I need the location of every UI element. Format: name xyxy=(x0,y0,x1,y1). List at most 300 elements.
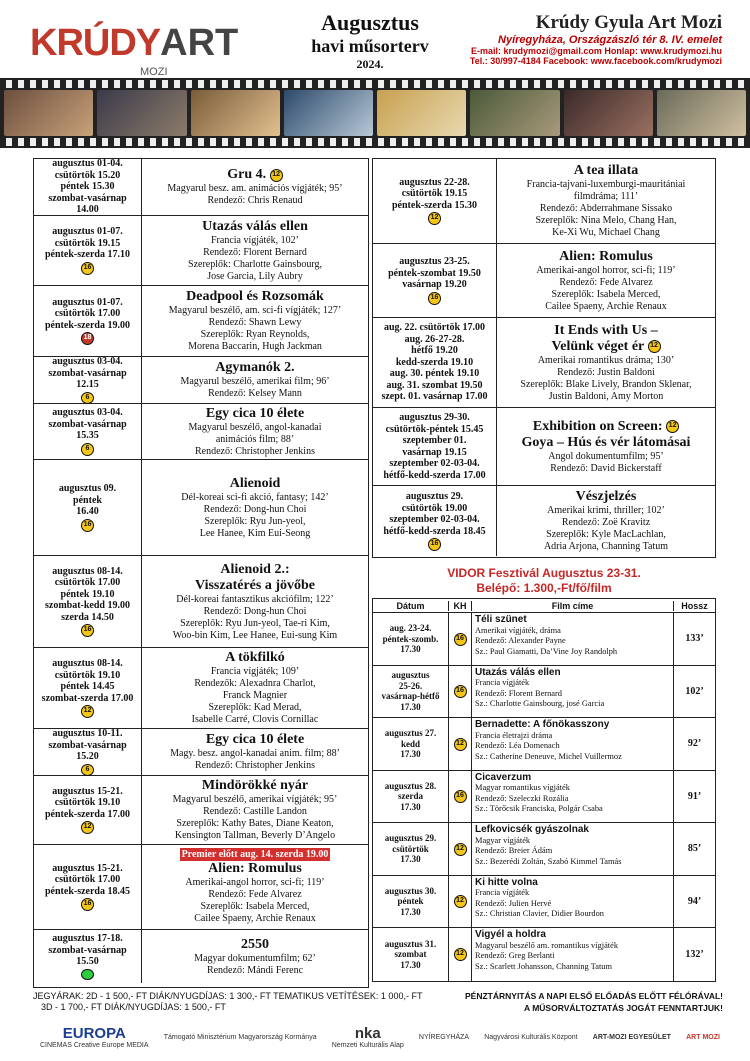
date-range: augusztus 01-07. xyxy=(52,226,123,238)
time-line: péntek-szerda 18.45 xyxy=(45,885,130,897)
film-length: 91’ xyxy=(687,790,702,802)
time-line: 15.50 xyxy=(76,956,99,967)
time-line: csütörtök-péntek 15.45 xyxy=(385,423,484,435)
film-title: Alien: Romulus xyxy=(559,248,653,264)
time-line: csütörtök 17.00 xyxy=(54,577,121,589)
film-detail: Jose Garcia, Lily Aubry xyxy=(207,270,303,282)
footer-note: A MŰSORVÁLTOZTATÁS JOGÁT FENNTARTJUK! xyxy=(524,1003,723,1013)
cinema-name: Krúdy Gyula Art Mozi xyxy=(535,12,722,33)
date-line: aug. 23-24. xyxy=(389,623,432,633)
film-still xyxy=(657,90,746,136)
film-title: It Ends with Us – xyxy=(554,322,658,338)
film-info xyxy=(142,930,368,983)
time-line: szombat-szerda 17.00 xyxy=(41,692,134,704)
date-line: 17.30 xyxy=(400,701,421,712)
film-detail: Rendező: Zoë Kravitz xyxy=(561,517,651,528)
festival-rating xyxy=(449,928,472,981)
film-detail: Rendező: Castille Landon xyxy=(203,806,307,817)
film-detail: Rendező: Christopher Jenkins xyxy=(195,760,315,771)
time-line: csütörtök 19.00 xyxy=(401,502,468,514)
film-detail: Amerikai vígjáték, dráma xyxy=(475,625,561,635)
time-line: péntek-szerda 19.00 xyxy=(45,319,130,331)
festival-date xyxy=(373,771,449,823)
festival-rating xyxy=(449,666,472,718)
film-still xyxy=(564,90,653,136)
film-detail: Sz.: Catherine Deneuve, Michel Vuillermoz xyxy=(475,751,622,761)
logo-text-art: ART xyxy=(160,22,239,64)
film-detail: Rendező: Mándi Ferenc xyxy=(206,964,304,976)
film-detail: Francia vígjáték, 102’ xyxy=(210,234,300,246)
date-range: augusztus 29. xyxy=(405,491,464,502)
cultural-center-logo: Nagyvárosi Kulturális Központ xyxy=(484,1033,578,1041)
festival-date xyxy=(373,666,449,718)
address: Nyíregyháza, Országzászló tér 8. IV. emelet xyxy=(498,34,722,46)
age-rating-badge: 12 xyxy=(81,705,94,718)
festival-row xyxy=(373,613,715,666)
film-title: Alienoid xyxy=(229,475,281,491)
time-line: szeptember 02-03-04. xyxy=(389,458,480,469)
film-detail: Szereplők: Kyle MacLachlan, xyxy=(546,529,666,540)
logo-text-krudy: KRÚDY xyxy=(30,22,161,64)
film-detail: Amerikai-angol horror, sci-fi; 119’ xyxy=(536,264,676,276)
time-line: vasárnap 19.20 xyxy=(402,279,467,291)
film-still xyxy=(4,90,93,136)
date-range: augusztus 09. xyxy=(58,483,117,495)
age-rating-badge: 6 xyxy=(81,392,94,404)
screening-times xyxy=(34,776,142,844)
program-row xyxy=(373,486,715,556)
age-rating-badge: 16 xyxy=(454,633,467,646)
film-info xyxy=(142,776,368,844)
film-detail: Sz.: Scarlett Johansson, Channing Tatum xyxy=(475,961,612,971)
screening-times xyxy=(34,845,142,929)
film-still xyxy=(470,90,559,136)
film-detail: Magyar vígjáték xyxy=(475,835,531,845)
film-info xyxy=(142,357,368,403)
film-title: Alienoid 2.: xyxy=(220,561,290,577)
premier-banner: Premier előtt aug. 14. szerda 19.00 xyxy=(181,849,329,860)
time-line: kedd-szerda 19.10 xyxy=(395,356,474,368)
film-detail: Sz.: Charlotte Gainsbourg, josé Garcia xyxy=(475,699,605,708)
film-detail: Szereplők: Nina Melo, Chang Han, xyxy=(535,215,677,226)
film-info xyxy=(497,408,715,485)
film-subtitle: Goya – Hús és vér látomásai xyxy=(521,434,691,450)
age-rating-badge: 12 xyxy=(454,895,467,908)
header-date: Dátum xyxy=(373,601,449,611)
film-detail: Rendezők: Alexadnra Charlot, xyxy=(194,678,316,689)
film-info xyxy=(142,404,368,459)
film-title: Téli szünet xyxy=(475,614,527,625)
europa-cinemas-logo: EUROPA CINEMAS Creative Europe MEDIA xyxy=(40,1025,149,1049)
festival-row xyxy=(373,823,715,876)
film-length: 94’ xyxy=(687,895,702,907)
film-detail: Rendező: Chris Renaud xyxy=(207,195,303,206)
film-detail: Kensington Tallman, Beverly D’Angelo xyxy=(174,830,336,841)
film-length: 102’ xyxy=(685,685,704,697)
film-detail: Amerikai-angol horror, sci-fi; 119’ xyxy=(185,877,325,888)
screening-times xyxy=(34,159,142,215)
film-detail: Rendező: Alexander Payne xyxy=(475,636,566,645)
age-rating-badge: 16 xyxy=(81,262,94,275)
festival-date xyxy=(373,928,449,981)
time-line: aug. 31. szombat 19.50 xyxy=(386,379,483,391)
festival-film xyxy=(472,876,674,928)
festival-rating xyxy=(449,876,472,928)
film-detail: Szereplők: Kathy Bates, Diane Keaton, xyxy=(176,818,334,829)
date-line: kedd xyxy=(400,738,420,749)
date-line: augusztus xyxy=(391,670,430,681)
program-row xyxy=(34,845,368,930)
date-line: 17.30 xyxy=(400,854,421,864)
time-line: szombat-vasárnap 14.00 xyxy=(48,192,127,216)
film-detail: Szereplők: Isabela Merced, xyxy=(200,901,310,912)
date-line: augusztus 27. xyxy=(384,728,437,738)
festival-date xyxy=(373,823,449,875)
film-info xyxy=(497,244,715,317)
time-line: péntek-szerda 17.10 xyxy=(45,249,130,261)
film-detail: Rendező: Breier Ádám xyxy=(475,846,553,855)
time-line: szeptember 01. xyxy=(402,435,467,446)
date-line: augusztus 29. xyxy=(384,833,437,843)
email-line[interactable]: E-mail: krudymozi@gmail.com Honlap: www.krudymozi.hu xyxy=(471,46,722,56)
age-rating-badge: 16 xyxy=(81,898,94,911)
time-line: szombat-vasárnap xyxy=(48,944,127,956)
program-row xyxy=(34,930,368,983)
time-line: péntek 14.45 xyxy=(60,681,115,692)
program-row xyxy=(34,286,368,357)
film-info xyxy=(142,216,368,285)
film-title: A tea illata xyxy=(573,163,639,178)
art-mozi-association-logo: ART-MOZI EGYESÜLET xyxy=(592,1033,671,1041)
film-title: Utazás válás ellen xyxy=(202,218,308,234)
film-detail: Sz.: Bezerédi Zoltán, Szabó Kimmel Tamás xyxy=(475,856,622,866)
film-detail: Magyarul beszélő, amerikai film; 96’ xyxy=(180,376,330,387)
header-film: Film címe xyxy=(472,601,674,611)
date-line: 25-26. xyxy=(398,680,423,691)
film-detail: Magyarul beszélő, angol-kanadai xyxy=(188,421,322,433)
film-detail: Amerikai romantikus dráma; 130’ xyxy=(537,354,675,366)
age-rating-badge: 12 xyxy=(454,843,467,856)
festival-film xyxy=(472,718,674,770)
film-detail: filmdráma; 111’ xyxy=(573,191,639,202)
screening-times xyxy=(373,159,497,243)
date-line: csütörtök xyxy=(392,843,429,854)
festival-table-header xyxy=(373,599,715,613)
date-line: 17.30 xyxy=(400,906,421,917)
film-detail: Woo-bin Kim, Lee Hanee, Eui-sung Kim xyxy=(172,629,338,641)
film-title: Agymanók 2. xyxy=(215,360,295,375)
time-line: péntek-szombat 19.50 xyxy=(388,267,481,279)
film-detail: Morena Baccarin, Hugh Jackman xyxy=(188,341,322,352)
film-detail: Rendező: Fede Alvarez xyxy=(208,889,302,900)
screening-times xyxy=(34,404,142,459)
film-detail: Rendező: Kelsey Mann xyxy=(208,388,302,399)
film-detail: Rendező: Florent Bernard xyxy=(203,246,307,258)
date-range: augusztus 10-11. xyxy=(52,728,123,740)
film-detail: Angol dokumentumfilm; 95’ xyxy=(548,450,664,462)
film-detail: Rendező: David Bickerstaff xyxy=(550,462,662,474)
screening-times xyxy=(34,286,142,356)
program-table-left xyxy=(33,158,369,988)
time-line: szerda 14.50 xyxy=(61,611,114,623)
screening-times xyxy=(373,486,497,556)
age-rating-badge: 16 xyxy=(81,624,94,637)
film-detail: Adria Arjona, Channing Tatum xyxy=(543,541,669,552)
date-range: augusztus 01-07. xyxy=(52,296,123,308)
age-rating-badge: 12 xyxy=(454,738,467,751)
film-detail: Magyar dokumentumfilm; 62’ xyxy=(194,952,316,964)
time-line: csütörtök 19.10 xyxy=(54,669,121,681)
festival-title xyxy=(372,566,716,596)
phone-line[interactable]: Tel.: 30/997-4184 Facebook: www.facebook.com/krudymozi xyxy=(469,56,722,66)
film-detail: Francia életrajzi dráma xyxy=(475,730,553,740)
time-line: csütörtök 17.00 xyxy=(54,308,121,320)
date-line: 17.30 xyxy=(400,959,421,970)
age-rating-badge: 16 xyxy=(428,538,441,551)
date-range: augusztus 22-28. xyxy=(399,176,470,188)
film-detail: Sz.: Törőcsik Franciska, Polgár Csaba xyxy=(475,804,603,813)
date-range: augusztus 15-21. xyxy=(52,785,123,797)
film-detail: Szereplők: Ryan Reynolds, xyxy=(200,329,310,340)
sponsor-logos xyxy=(40,1018,720,1056)
time-line: szept. 01. vasárnap 17.00 xyxy=(381,391,488,403)
program-row xyxy=(34,159,368,216)
date-range: augusztus 01-04. xyxy=(52,158,123,170)
film-detail: Rendező: Florent Bernard xyxy=(475,688,562,698)
time-line: szombat-vasárnap 12.15 xyxy=(48,367,127,391)
screening-times xyxy=(34,729,142,775)
program-row xyxy=(34,216,368,286)
time-line: aug. 30. péntek 19.10 xyxy=(389,368,480,380)
festival-film xyxy=(472,928,674,981)
film-title: Utazás válás ellen xyxy=(475,666,561,678)
film-detail: Rendező: Shawn Lewy xyxy=(208,317,302,328)
screening-times xyxy=(34,930,142,983)
time-line: hétfő-kedd-szerda 17.00 xyxy=(383,469,486,481)
date-line: 17.30 xyxy=(400,801,421,812)
film-still xyxy=(284,90,373,136)
date-line: szerda xyxy=(398,791,423,801)
film-detail: Magyarul besz. am. animációs vígjáték; 95’ xyxy=(167,183,343,194)
film-detail: Magyar romantikus vígjáték xyxy=(475,783,570,792)
festival-film xyxy=(472,823,674,875)
time-line: szombat-vasárnap 15.35 xyxy=(48,418,127,442)
film-detail: Szereplők: Blake Lively, Brandon Sklenar, xyxy=(520,378,692,390)
age-rating-badge: 6 xyxy=(81,764,94,776)
price-line: 3D - 1 700,- FT DIÁK/NYUGDÍJAS: 1 500,- FT xyxy=(41,1002,226,1012)
date-line: péntek-szomb. xyxy=(382,633,439,644)
time-line: szombat-vasárnap 15.20 xyxy=(48,739,127,763)
film-title: Cicaverzum xyxy=(475,771,532,783)
film-detail: Francia vígjáték; 109’ xyxy=(210,666,300,677)
cinema-logo xyxy=(30,22,239,82)
header xyxy=(0,0,750,148)
film-title: 2550 xyxy=(241,936,269,952)
film-title: Deadpool és Rozsomák xyxy=(186,289,324,304)
film-detail: Magyarul beszélő am. romantikus vígjáték xyxy=(475,940,619,950)
film-detail: Ke-Xi Wu, Michael Chang xyxy=(552,227,660,238)
film-info xyxy=(142,648,368,728)
date-line: vasárnap-hétfő xyxy=(381,691,440,702)
film-length: 132’ xyxy=(685,948,704,960)
date-range: augusztus 17-18. xyxy=(52,933,123,944)
date-line: 17.30 xyxy=(400,749,421,759)
time-line: hétfő 19.20 xyxy=(411,345,458,357)
festival-date xyxy=(373,876,449,928)
program-title: havi műsorterv xyxy=(311,36,429,56)
time-line: péntek-szerda 17.00 xyxy=(45,808,130,820)
festival-rating xyxy=(449,613,472,665)
screening-times xyxy=(373,408,497,485)
time-line: vasárnap 19.15 xyxy=(402,446,467,458)
film-info xyxy=(142,556,368,647)
film-detail: Szereplők: Ryu Jun-yeol, xyxy=(204,515,306,527)
film-length: 85’ xyxy=(687,843,702,855)
film-detail: Rendező: Léa Domenach xyxy=(475,741,560,750)
age-rating-badge: 6 xyxy=(81,443,94,456)
film-subtitle: Velünk véget ér xyxy=(551,338,645,354)
date-range: augusztus 08-14. xyxy=(52,658,123,669)
festival-rating xyxy=(449,771,472,823)
film-info xyxy=(142,845,368,929)
festival-row xyxy=(373,928,715,981)
festival-row xyxy=(373,666,715,719)
film-info xyxy=(497,486,715,556)
date-range: augusztus 23-25. xyxy=(399,256,470,268)
age-rating-badge: 12 xyxy=(648,340,661,353)
festival-table xyxy=(372,598,716,982)
film-detail: Francia vígjáték xyxy=(475,888,530,897)
festival-film xyxy=(472,666,674,718)
festival-date xyxy=(373,718,449,770)
film-title: Vészjelzés xyxy=(575,489,637,504)
film-detail: Franck Magnier xyxy=(222,690,288,701)
date-range: augusztus 15-21. xyxy=(52,862,123,874)
film-subtitle: Visszatérés a jövőbe xyxy=(194,577,315,593)
contact-block xyxy=(432,12,722,66)
film-detail: Rendező: Szeleczki Rozália xyxy=(475,793,569,803)
screening-times xyxy=(34,357,142,403)
film-detail: Justin Baldoni, Amy Morton xyxy=(548,390,664,402)
festival-row xyxy=(373,718,715,771)
age-rating-badge: 18 xyxy=(81,332,94,345)
film-detail: Amerikai krimi, thriller; 102’ xyxy=(547,505,665,516)
film-length: 92’ xyxy=(687,738,702,750)
film-detail: Francia vígjáték xyxy=(475,678,530,687)
film-detail: Rendező: Dong-hun Choi xyxy=(203,605,307,617)
film-title: Alien: Romulus xyxy=(208,861,302,876)
film-detail: Rendező: Greg Berlanti xyxy=(475,951,555,960)
film-still xyxy=(377,90,466,136)
ministry-logo: Támogató Minisztérium Magyarország Kormánya xyxy=(163,1033,317,1041)
screening-times xyxy=(34,648,142,728)
film-perforation xyxy=(0,138,750,146)
festival-film xyxy=(472,613,674,665)
nka-logo: nka Nemzeti Kulturális Alap xyxy=(331,1025,404,1049)
program-row xyxy=(34,729,368,776)
film-title: Egy cica 10 élete xyxy=(205,732,305,747)
film-detail: Isabelle Carré, Clovis Cornillac xyxy=(191,714,319,725)
film-perforation xyxy=(0,80,750,88)
film-detail: Cailee Spaeny, Archie Renaux xyxy=(545,300,667,312)
time-line: péntek-szerda 15.30 xyxy=(392,199,477,211)
date-line: augusztus 30. xyxy=(384,885,437,896)
time-line: csütörtök 19.10 xyxy=(54,797,121,809)
film-info xyxy=(142,286,368,356)
film-detail: Lee Hanee, Kim Eui-Seong xyxy=(199,527,311,539)
time-line: aug. 22. csütörtök 17.00 xyxy=(383,322,486,334)
festival-row xyxy=(373,876,715,929)
time-line: csütörtök 19.15 xyxy=(401,188,468,200)
date-range: augusztus 29-30. xyxy=(399,412,470,423)
program-row xyxy=(34,404,368,460)
time-line: hétfő-kedd-szerda 18.45 xyxy=(383,525,486,537)
nyiregyhaza-logo: NYÍREGYHÁZA xyxy=(418,1033,470,1041)
logo-mozi: MOZI xyxy=(140,66,168,78)
festival-price: Belépő: 1.300,-Ft/fő/film xyxy=(476,581,612,595)
program-row xyxy=(373,318,715,408)
date-line: augusztus 28. xyxy=(384,780,437,791)
time-line: péntek 19.10 xyxy=(60,588,115,600)
footer-note: PÉNZTÁRNYITÁS A NAPI ELSŐ ELŐADÁS ELŐTT FÉLÓRÁVAL! xyxy=(465,991,723,1001)
program-row xyxy=(34,776,368,845)
film-detail: Cailee Spaeny, Archie Renaux xyxy=(194,913,316,924)
time-line: csütörtök 15.20 xyxy=(54,169,121,181)
year: 2024. xyxy=(356,57,384,71)
age-rating-badge: 16 xyxy=(81,519,94,532)
date-range: augusztus 03-04. xyxy=(52,356,123,368)
film-detail: Sz.: Paul Giamatti, Da’Vine Joy Randolph xyxy=(475,646,618,656)
film-title: Exhibition on Screen: xyxy=(532,418,663,434)
film-still xyxy=(97,90,186,136)
time-line: aug. 26-27-28. xyxy=(404,333,465,345)
film-length: 133’ xyxy=(685,633,704,645)
film-detail: Rendező: Justin Baldoni xyxy=(557,366,655,378)
film-detail: Rendező: Abderrahmane Sissako xyxy=(539,203,673,214)
time-line: szombat-kedd 19.00 xyxy=(44,600,130,612)
header-length: Hossz xyxy=(681,600,708,611)
time-line: 16.40 xyxy=(76,506,99,518)
screening-times xyxy=(34,460,142,555)
film-detail: Rendező: Christopher Jenkins xyxy=(195,445,315,457)
film-detail: Magyarul beszélő, amerikai vígjáték; 95’ xyxy=(172,794,338,805)
date-line: 17.30 xyxy=(400,644,421,654)
date-range: augusztus 08-14. xyxy=(52,565,123,577)
festival-row xyxy=(373,771,715,824)
age-rating-badge: 12 xyxy=(81,821,94,834)
program-row xyxy=(373,408,715,486)
film-title: A tökfilkó xyxy=(225,650,285,665)
time-line: péntek xyxy=(73,494,102,506)
film-detail: Magyarul beszélő, am. sci-fi vígjáték; 127’ xyxy=(168,305,342,316)
film-info xyxy=(142,460,368,555)
film-info xyxy=(497,318,715,407)
age-rating-badge: 12 xyxy=(428,212,441,225)
price-line: JEGYÁRAK: 2D - 1 500,- FT DIÁK/NYUGDÍJAS: 1 300,- FT TEMATIKUS VETÍTÉSEK: 1 000,- FT xyxy=(33,991,423,1001)
program-row xyxy=(34,556,368,648)
film-title: Ki hitte volna xyxy=(475,876,538,888)
film-detail: Rendező: Fede Alvarez xyxy=(559,276,653,288)
time-line: csütörtök 17.00 xyxy=(54,874,121,886)
age-rating-badge: 16 xyxy=(428,292,441,305)
date-line: szombat xyxy=(394,949,427,959)
film-detail: Francia-tajvani-luxemburgi-mauritániai xyxy=(526,179,686,190)
film-title: Bernadette: A főnökasszony xyxy=(475,719,610,730)
film-detail: Rendező: Julien Hervé xyxy=(475,898,552,908)
age-rating-badge: 12 xyxy=(270,169,283,182)
screening-times xyxy=(34,216,142,285)
festival-name: VIDOR Fesztivál Augusztus 23-31. xyxy=(447,566,641,580)
